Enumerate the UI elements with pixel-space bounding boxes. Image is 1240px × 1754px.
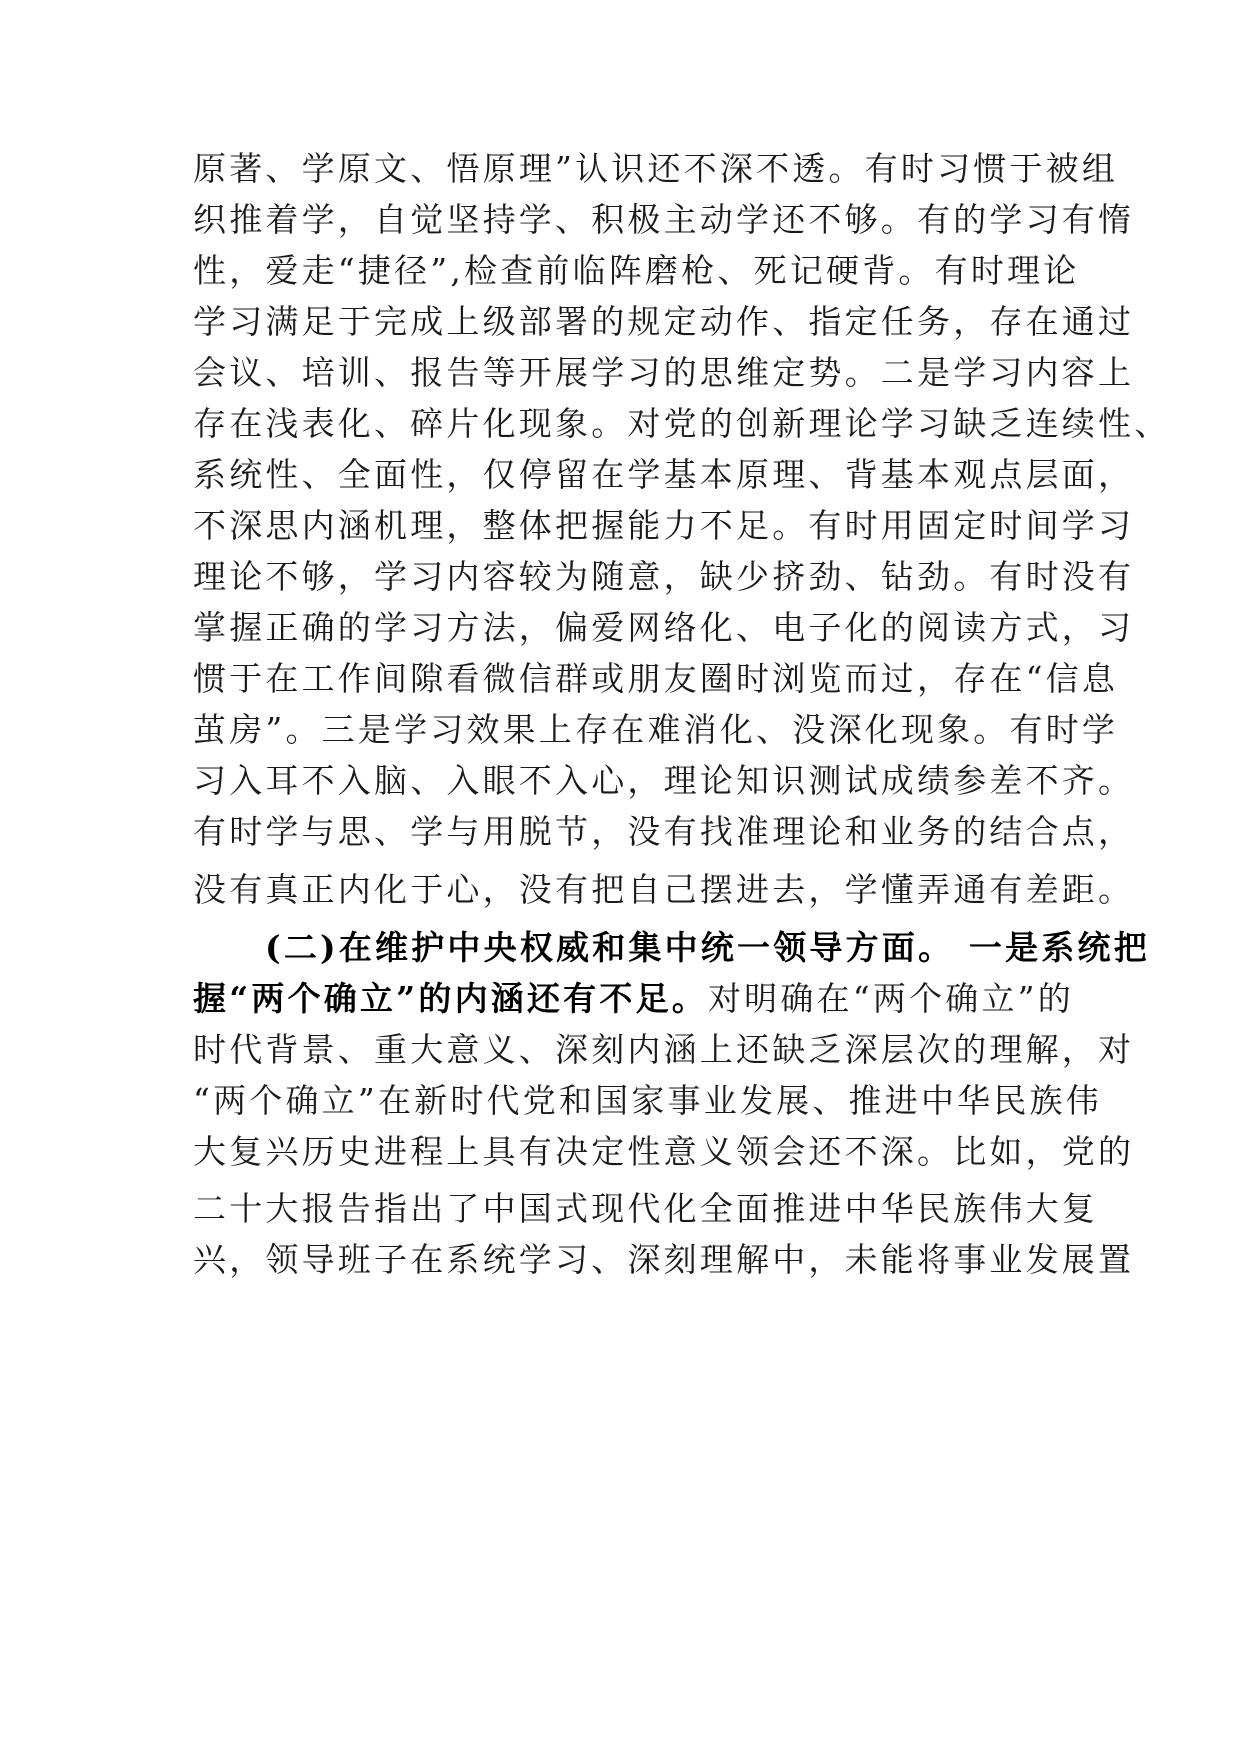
- paragraph-line: 性，爱走“捷径”,检查前临阵磨枪、死记硬背。有时理论: [193, 251, 1080, 290]
- paragraph-line: 二十大报告指出了中国式现代化全面推进中华民族伟大复: [193, 1189, 1098, 1228]
- paragraph-line: “两个确立”在新时代党和国家事业发展、推进中华民族伟: [193, 1081, 1102, 1120]
- paragraph-line: 兴，领导班子在系统学习、深刻理解中，未能将事业发展置: [193, 1240, 1135, 1279]
- section-text: 对明确在“两个确立”的: [707, 979, 1074, 1018]
- section-heading: (二)在维护中央权威和集中统一领导方面。 一是系统把: [265, 928, 1150, 967]
- paragraph-line: 惯于在工作间隙看微信群或朋友圈时浏览而过，存在“信息: [193, 659, 1119, 698]
- paragraph-line: 茧房”。三是学习效果上存在难消化、没深化现象。有时学: [193, 710, 1119, 749]
- paragraph-line: 有时学与思、学与用脱节，没有找准理论和业务的结合点，: [193, 812, 1135, 851]
- paragraph-line: 存在浅表化、碎片化现象。对党的创新理论学习缺乏连续性、: [193, 404, 1171, 443]
- paragraph-line: 习入耳不入脑、入眼不入心，理论知识测试成绩参差不齐。: [193, 761, 1135, 800]
- section-subheading: 握“两个确立”的内涵还有不足。: [193, 979, 708, 1018]
- paragraph-line: 原著、学原文、悟原理”认识还不深不透。有时习惯于被组: [193, 149, 1119, 188]
- paragraph-line: 没有真正内化于心，没有把自己摆进去，学懂弄通有差距。: [193, 870, 1135, 909]
- paragraph-line: 不深思内涵机理，整体把握能力不足。有时用固定时间学习: [193, 506, 1135, 545]
- paragraph-line: 时代背景、重大意义、深刻内涵上还缺乏深层次的理解，对: [193, 1030, 1135, 1069]
- paragraph-line: 掌握正确的学习方法，偏爱网络化、电子化的阅读方式，习: [193, 608, 1135, 647]
- paragraph-line: 织推着学，自觉坚持学、积极主动学还不够。有的学习有惰: [193, 200, 1135, 239]
- paragraph-line: 系统性、全面性，仅停留在学基本原理、背基本观点层面，: [193, 455, 1135, 494]
- paragraph-line: 大复兴历史进程上具有决定性意义领会还不深。比如，党的: [193, 1132, 1135, 1171]
- paragraph-line: 理论不够，学习内容较为随意，缺少挤劲、钻劲。有时没有: [193, 557, 1135, 596]
- section-line: [193, 979, 1074, 1019]
- paragraph-line: 会议、培训、报告等开展学习的思维定势。二是学习内容上: [193, 353, 1135, 392]
- paragraph-line: 学习满足于完成上级部署的规定动作、指定任务，存在通过: [193, 302, 1135, 341]
